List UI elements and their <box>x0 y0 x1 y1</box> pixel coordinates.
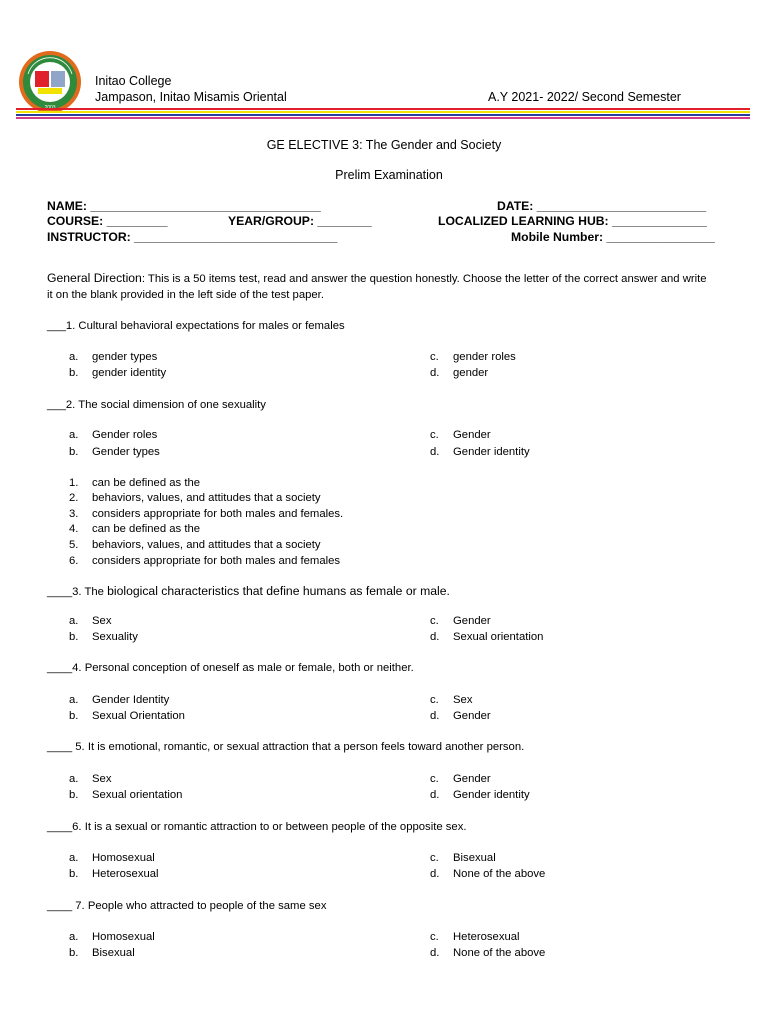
list-number: 5. <box>69 539 79 551</box>
option-text: Heterosexual <box>92 868 159 880</box>
course-field[interactable]: COURSE: _________ <box>47 214 168 228</box>
option-text: gender roles <box>453 351 516 363</box>
option-letter: d. <box>430 631 440 643</box>
exam-title: GE ELECTIVE 3: The Gender and Society <box>266 138 502 152</box>
option-letter: a. <box>69 429 79 441</box>
option-letter: c. <box>430 931 439 943</box>
list-text: behaviors, values, and attitudes that a society <box>92 539 321 551</box>
option-text: Gender roles <box>92 429 158 441</box>
option-letter: b. <box>69 868 79 880</box>
question-1: ___1. Cultural behavioral expectations for males or females <box>47 320 345 332</box>
option-letter: a. <box>69 773 79 785</box>
question-2: ___2. The social dimension of one sexuality <box>47 399 266 411</box>
option-letter: a. <box>69 351 79 363</box>
list-number: 2. <box>69 492 79 504</box>
date-field[interactable]: DATE: _________________________ <box>497 199 707 213</box>
option-text: Sexual Orientation <box>92 710 185 722</box>
option-text: Bisexual <box>453 852 496 864</box>
question-3-prefix: ____3. The <box>47 586 108 598</box>
option-letter: b. <box>69 631 79 643</box>
option-text: Sex <box>92 773 112 785</box>
question-6: ____6. It is a sexual or romantic attraction to or between people of the opposite sex. <box>47 821 467 833</box>
option-letter: d. <box>430 446 440 458</box>
list-text: can be defined as the <box>92 523 201 535</box>
mobile-number-field[interactable]: Mobile Number: ________________ <box>511 230 715 244</box>
option-text: Gender identity <box>453 446 530 458</box>
option-letter: a. <box>69 852 79 864</box>
stripe-red <box>16 108 750 110</box>
option-letter: d. <box>430 868 440 880</box>
option-letter: b. <box>69 710 79 722</box>
question-3 <box>47 584 450 598</box>
option-text: Homosexual <box>92 931 155 943</box>
direction-label: General Direction <box>47 271 142 285</box>
stripe-yellow <box>16 111 750 113</box>
option-text: None of the above <box>453 947 546 959</box>
option-letter: b. <box>69 789 79 801</box>
name-field[interactable]: NAME: __________________________________ <box>47 199 321 213</box>
option-text: Heterosexual <box>453 931 520 943</box>
list-number: 6. <box>69 555 79 567</box>
academic-term: A.Y 2021- 2022/ Second Semester <box>488 90 681 104</box>
list-text: considers appropriate for both males and females <box>92 555 341 567</box>
question-7: ____ 7. People who attracted to people of the same sex <box>47 900 327 912</box>
option-letter: d. <box>430 367 440 379</box>
option-letter: c. <box>430 429 439 441</box>
list-text: can be defined as the <box>92 477 201 489</box>
year-group-field[interactable]: YEAR/GROUP: ________ <box>228 214 372 228</box>
option-letter: b. <box>69 367 79 379</box>
list-number: 1. <box>69 477 79 489</box>
option-text: Sexuality <box>92 631 138 643</box>
stripe-pink <box>16 117 750 119</box>
option-text: Gender types <box>92 446 160 458</box>
option-letter: a. <box>69 694 79 706</box>
option-letter: c. <box>430 694 439 706</box>
option-text: None of the above <box>453 868 546 880</box>
list-text: considers appropriate for both males and females. <box>92 508 344 520</box>
option-letter: d. <box>430 710 440 722</box>
option-letter: c. <box>430 351 439 363</box>
option-text: gender types <box>92 351 158 363</box>
option-text: Gender Identity <box>92 694 170 706</box>
list-number: 3. <box>69 508 79 520</box>
learning-hub-field[interactable]: LOCALIZED LEARNING HUB: ______________ <box>438 214 707 228</box>
instructor-field[interactable]: INSTRUCTOR: ______________________________ <box>47 230 338 244</box>
option-text: Bisexual <box>92 947 135 959</box>
direction-text: : This is a 50 items test, read and answer the question honestly. Choose the letter of the correct answer and write <box>141 273 707 285</box>
college-logo <box>18 50 82 114</box>
option-text: gender identity <box>92 367 167 379</box>
option-text: Gender <box>453 773 491 785</box>
option-text: Gender <box>453 429 491 441</box>
option-letter: b. <box>69 947 79 959</box>
stripe-blue <box>16 114 750 116</box>
option-text: Sex <box>453 694 473 706</box>
option-letter: d. <box>430 789 440 801</box>
school-address: Jampason, Initao Misamis Oriental <box>95 90 287 104</box>
option-letter: b. <box>69 446 79 458</box>
option-text: Gender identity <box>453 789 530 801</box>
option-letter: a. <box>69 615 79 627</box>
option-text: Homosexual <box>92 852 155 864</box>
option-letter: c. <box>430 852 439 864</box>
exam-subtitle: Prelim Examination <box>335 168 443 182</box>
option-letter: c. <box>430 773 439 785</box>
list-number: 4. <box>69 523 79 535</box>
question-5: ____ 5. It is emotional, romantic, or sexual attraction that a person feels toward another person. <box>47 741 525 753</box>
question-4: ____4. Personal conception of oneself as male or female, both or neither. <box>47 662 414 674</box>
option-text: Sexual orientation <box>453 631 544 643</box>
question-3-emphasis: biological characteristics that define humans as female or male. <box>107 584 450 598</box>
option-letter: a. <box>69 931 79 943</box>
option-text: Sex <box>92 615 112 627</box>
school-name: Initao College <box>95 74 172 88</box>
option-text: Sexual orientation <box>92 789 183 801</box>
option-letter: d. <box>430 947 440 959</box>
general-direction <box>47 271 707 285</box>
direction-text-line2: it on the blank provided in the left side of the test paper. <box>47 289 324 301</box>
option-text: gender <box>453 367 489 379</box>
list-text: behaviors, values, and attitudes that a society <box>92 492 321 504</box>
option-text: Gender <box>453 710 491 722</box>
option-letter: c. <box>430 615 439 627</box>
option-text: Gender <box>453 615 491 627</box>
